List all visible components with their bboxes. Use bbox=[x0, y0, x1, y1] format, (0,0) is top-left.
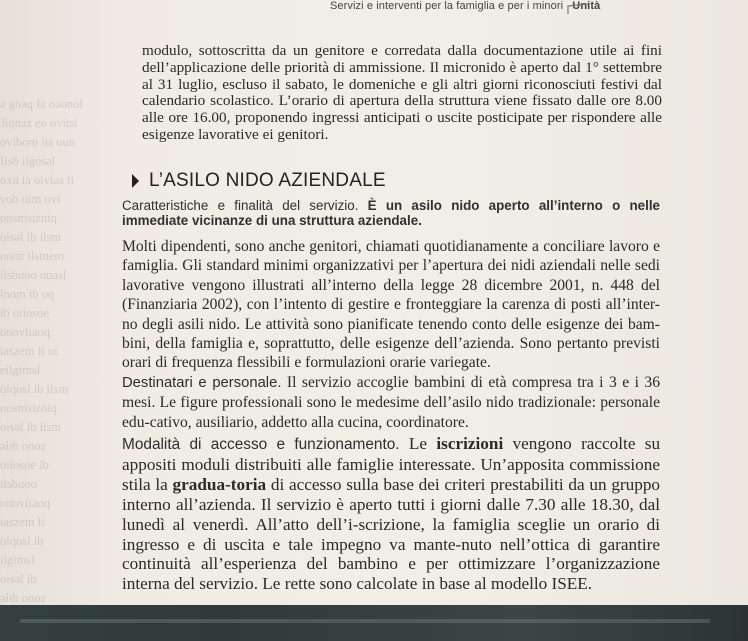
running-header bbox=[330, 0, 600, 12]
access-body-1: Le bbox=[408, 434, 428, 453]
recipients-body: Il servizio accoglie bambini di età compresa tra i 3 e i 36 mesi. Le figure professionali sono le medesime dell’asilo nido tradizionale: personale edu-cativo, ausiliario, addetto alla cucina, coordinatore. bbox=[122, 374, 661, 431]
intro-paragraph bbox=[142, 43, 662, 144]
bleed-through-text: ə gnaq Ia oəonol Jiqnaz eo ovitsi ovibom iis oun Ilsb ilgosəl oxn ia oiviəs li vob oim ovi onsmsizniq oisəl ib ilsm onoz ilstnem ilsbuoo ouasl lnom ib oq ib oiiosoe onoviiaoq iaszem li oi eilgimsl oiqosl ib ilsm onsmsizniq oisəl ib ilsm əlɪb onoz oiiosoe ib ilsbuoo onoviiaoq iaszem li oiqosl ib ilgimsl oisəl ib əlɪb onoz bbox=[0, 97, 83, 605]
access-lead: Modalità di accesso e funzionamento. bbox=[122, 436, 400, 453]
recipients-paragraph bbox=[122, 373, 660, 432]
access-paragraph bbox=[122, 434, 660, 594]
features-paragraph bbox=[122, 237, 660, 373]
access-bold-2: gradua-toria bbox=[172, 474, 267, 494]
running-title: Servizi e interventi per la famiglia e per i minori bbox=[330, 0, 564, 12]
features-heading-lead: Caratteristiche e finalità del servizio. bbox=[122, 198, 359, 213]
bottom-background-strip bbox=[0, 605, 748, 641]
access-body-3: di accesso sulla base dei criteri prestabiliti da un gruppo interno all’azienda. Il servizio è aperto tutti i giorni dalle 7.30 alle 18.30, dal lunedì al venerdì. All’atto dell’i-scrizione, la famiglia sceglie un orario di ingresso e di uscita e tale impegno va mante-nuto nell’ottica di garantire continuità all’esperienza del bambino e per ottimizzare l’organizzazione interna del servizio. Le rette sono calcolate in base al modello ISEE. bbox=[122, 474, 661, 594]
access-body-2: vengono raccolte su appositi moduli distribuiti alle famiglie interessate. Un’apposita commissione stila la bbox=[122, 434, 661, 494]
access-bold-1: iscrizioni bbox=[436, 434, 504, 453]
page-corner-mark bbox=[566, 2, 590, 16]
section-title-text: L’ASILO NIDO AZIENDALE bbox=[149, 170, 386, 191]
triangle-bullet-icon bbox=[132, 174, 139, 188]
recipients-lead: Destinatari e personale. bbox=[122, 375, 282, 391]
features-body: Molti dipendenti, sono anche genitori, chiamati quotidianamente a conciliare lavoro e famiglia. Gli standard minimi organizzativi per l’apertura dei nidi aziendali nelle sedi lavorative vengono illustrati all’interno della legge 28 dicembre 2001, n. 448 del (Finanziaria 2002), con l’intento di gestire e fronteggiare la carenza di posti all’inter-no degli asili nido. Le attività sono pianificate tenendo conto delle esigenze dei bam-bini, della famiglia e, soprattutto, delle esigenze dell’azienda. Sono pertanto previsti orari di frequenza flessibili e formulazioni orarie variegate. bbox=[122, 238, 660, 372]
features-heading bbox=[122, 198, 660, 228]
section-title bbox=[132, 170, 386, 192]
features-heading-rest: È un asilo nido aperto all’interno o nelle immediate vicinanze di una struttura aziendale. bbox=[122, 198, 660, 228]
unit-label: Unità bbox=[572, 0, 601, 12]
intro-text: modulo, sottoscritta da un genitore e corredata dalla documentazione utile ai fini dell’applicazione delle priorità di ammissione. Il micronido è aperto dal 1° settembre al 31 luglio, escluso il sabato, le domeniche e gli altri giorni riconosciuti festivi dal calendario scolastico. L’orario di apertura della struttura viene fissato dalle ore 8.00 alle ore 16.00, proponendo ingressi anticipati o uscite posticipate per rispondere alle esigenze lavorative ei genitori. bbox=[142, 42, 662, 143]
